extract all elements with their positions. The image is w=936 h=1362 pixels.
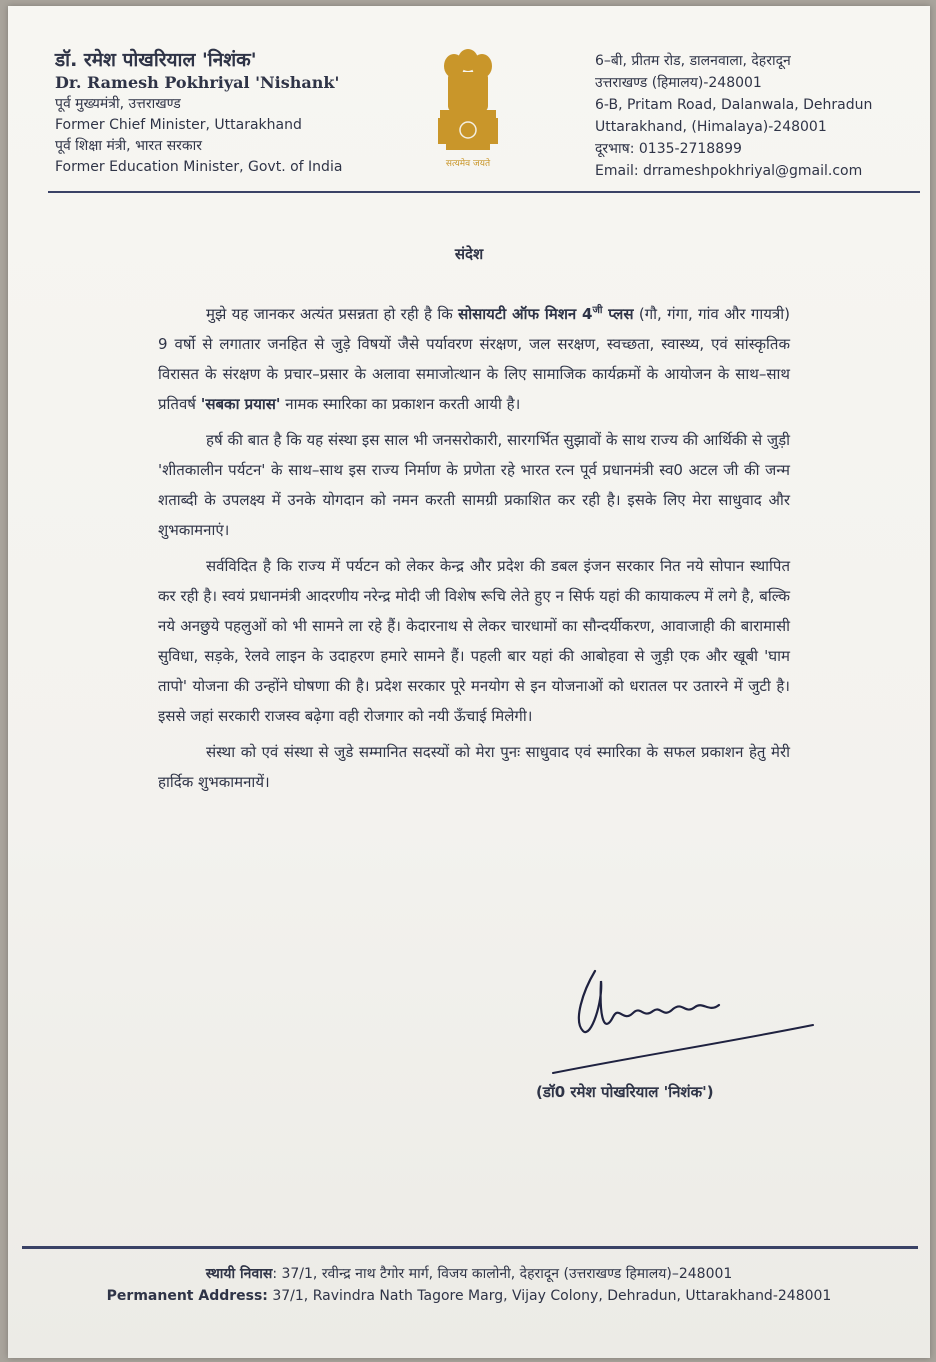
footer-address-hindi <box>8 1264 930 1283</box>
p1-text-a: मुझे यह जानकर अत्यंत प्रसन्नता हो रही है कि <box>206 305 459 323</box>
letter-page <box>8 6 930 1358</box>
letter-title: संदेश <box>454 245 484 263</box>
phone: दूरभाष: 0135-2718899 <box>595 141 742 157</box>
p1-text-c: नामक स्मारिका का प्रकाशन करती आयी है। <box>280 395 521 413</box>
role2-english: Former Education Minister, Govt. of India <box>55 159 343 175</box>
letterhead-left <box>55 48 415 178</box>
footer-divider <box>22 1246 918 1249</box>
address-english-2: Uttarakhand, (Himalaya)-248001 <box>595 119 827 135</box>
name-english: Dr. Ramesh Pokhriyal 'Nishank' <box>55 73 340 92</box>
footer-label-hindi: स्थायी निवास <box>205 1266 273 1282</box>
name-hindi: डॉ. रमेश पोखरियाल 'निशंक' <box>55 49 257 71</box>
footer-text-english: 37/1, Ravindra Nath Tagore Marg, Vijay Colony, Dehradun, Uttarakhand-248001 <box>267 1288 832 1304</box>
emblem-motto: सत्यमेव जयते <box>445 159 491 169</box>
national-emblem-icon <box>428 44 508 174</box>
footer-address-english <box>8 1288 930 1304</box>
header-divider <box>48 191 920 193</box>
role2-hindi: पूर्व शिक्षा मंत्री, भारत सरकार <box>55 138 202 154</box>
address-hindi-1: 6–बी, प्रीतम रोड, डालनवाला, देहरादून <box>595 53 791 69</box>
signature <box>543 961 843 1081</box>
role1-hindi: पूर्व मुख्यमंत्री, उत्तराखण्ड <box>55 96 181 112</box>
address-english-1: 6-B, Pritam Road, Dalanwala, Dehradun <box>595 97 873 113</box>
p1-text-b: (गौ, गंगा, गांव और गायत्री) 9 वर्षो से लगातार जनहित से जुड़े विषयों जैसे पर्यावरण संरक्षण, जल सरक्षण, स्वच्छता, स्वास्थ्य, एवं सांस्कृतिक विरासत के संरक्षण के प्रचार–प्रसार के अलावा समाजोत्थान के लिए सामाजिक कार्यक्रमों के आयोजन के साथ–साथ प्रतिवर्ष <box>158 305 790 413</box>
paragraph-3: सर्वविदित है कि राज्य में पर्यटन को लेकर केन्द्र और प्रदेश की डबल इंजन सरकार नित नये सोपान स्थापित कर रही है। स्वयं प्रधानमंत्री आदरणीय नरेन्द्र मोदी जी विशेष रूचि लेते हुए न सिर्फ यहां की कायाकल्प में लगे है, बल्कि नये अनछुये पहलुओं को भी सामने ला रहे हैं। केदारनाथ से लेकर चारधामों का सौन्दर्यीकरण, आवाजाही की बारामासी सुविधा, सड़के, रेलवे लाइन के उदाहरण हमारे सामने हैं। पहली बार यहां की आबोहवा से जुड़ी एक और खूबी 'घाम तापो' योजना की उन्होंने घोषणा की है। प्रदेश सरकार पूरे मनयोग से इन योजनाओं को धरातल पर उतारने में जुटी है। इससे जहां सरकारी राजस्व बढ़ेगा वही रोजगार को नयी ऊँचाई मिलेगी। <box>158 557 790 725</box>
footer-label-english: Permanent Address: <box>106 1288 268 1304</box>
signatory-name: (डॉ0 रमेश पोखरियाल 'निशंक') <box>536 1083 714 1101</box>
org-superscript: जी <box>592 305 603 316</box>
paragraph-4: संस्था को एवं संस्था से जुडे सम्मानित सदस्यों को मेरा पुनः साधुवाद एवं स्मारिका के सफल प्रकाशन हेतु मेरी हार्दिक शुभकामनायें। <box>158 743 790 791</box>
role1-english: Former Chief Minister, Uttarakhand <box>55 117 302 133</box>
org-name-2: प्लस <box>602 305 634 323</box>
address-hindi-2: उत्तराखण्ड (हिमालय)-248001 <box>595 75 762 91</box>
footer-text-hindi: : 37/1, रवीन्द्र नाथ टैगोर मार्ग, विजय कालोनी, देहरादून (उत्तराखण्ड हिमालय)–248001 <box>272 1266 733 1282</box>
org-name: सोसायटी ऑफ मिशन 4 <box>458 305 593 323</box>
letter-body <box>158 296 790 803</box>
letterhead-right <box>595 50 915 182</box>
paragraph-2: हर्ष की बात है कि यह संस्था इस साल भी जनसरोकारी, सारगर्भित सुझावों के साथ राज्य की आर्थिकी से जुड़ी 'शीतकालीन पर्यटन' के साथ–साथ इस राज्य निर्माण के प्रणेता रहे भारत रत्न पूर्व प्रधानमंत्री स्व0 अटल जी की जन्म शताब्दी के उपलक्ष्य में उनके योगदान को नमन करती सामग्री प्रकाशित कर रही है। इसके लिए मेरा साधुवाद और शुभकामनाएं। <box>158 431 790 539</box>
paragraph-1 <box>158 296 790 419</box>
publication-name: 'सबका प्रयास' <box>200 395 281 413</box>
email: Email: drrameshpokhriyal@gmail.com <box>595 163 863 179</box>
